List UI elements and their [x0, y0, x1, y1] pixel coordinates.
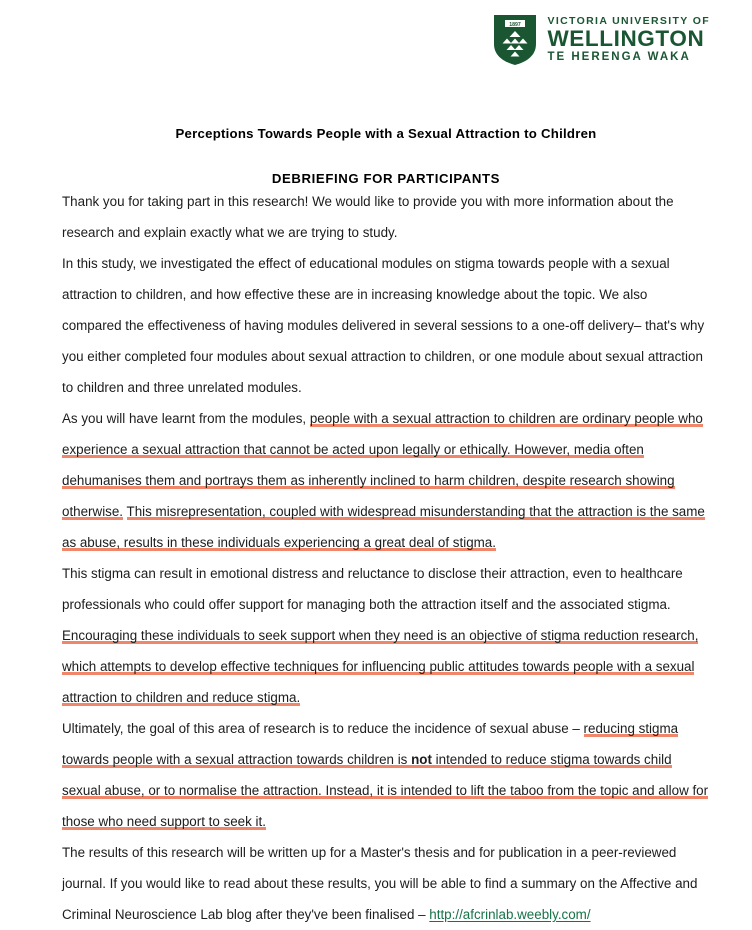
logo-line-university: VICTORIA UNIVERSITY OF — [547, 14, 710, 27]
lab-blog-link[interactable]: http://afcrinlab.weebly.com/ — [429, 907, 591, 922]
paragraph-study-description: In this study, we investigated the effect of educational modules on stigma towards people with a sexual attraction to children, and how effective these are in increasing knowledge about the topic. We also compared the effectiveness of having modules delivered in several sessions to a one-off delivery– that's why you either completed four modules about sexual attraction to children, or one module about sexual attraction to children and three unrelated modules. — [62, 256, 705, 395]
highlighted-text: people with a sexual attraction to children are ordinary people who experience a sexual attraction that cannot be acted upon legally or ethically. However, media often dehumanises them and portrays them as inherently inclined to harm children, despite research showing otherwise. — [62, 411, 703, 519]
highlighted-text: reducing stigma towards people with a sexual attraction towards children is — [62, 721, 679, 767]
highlighted-text: This misrepresentation, coupled with widespread misunderstanding that the attraction is the same as abuse, results in these individuals experiencing a great deal of stigma. — [62, 504, 705, 550]
paragraph-research-goal — [62, 713, 710, 837]
highlighted-text: Encouraging these individuals to seek support when they need is an objective of stigma reduction research, which attempts to develop effective techniques for influencing public attitudes towards people with a sexual attraction to children and reduce stigma. — [62, 628, 699, 705]
page-title: Perceptions Towards People with a Sexual Attraction to Children — [175, 126, 597, 141]
paragraph-modules-learning — [62, 403, 710, 558]
document-body — [62, 0, 710, 930]
svg-text:1897: 1897 — [509, 21, 522, 28]
logo-line-wellington: WELLINGTON — [547, 25, 705, 51]
text-run: The results of this research will be written up for a Master's thesis and for publication in a peer-reviewed journal. If you would like to read about these results, you will be able to find a summary on the Affective and Criminal Neuroscience Lab blog after they've been finalised – — [62, 845, 698, 922]
page-subtitle: DEBRIEFING FOR PARTICIPANTS — [271, 171, 501, 186]
text-run — [123, 504, 126, 519]
highlighted-text: intended to reduce stigma towards child sexual abuse, or to normalise the attraction. Instead, it is intended to lift the taboo from the topic and allow for those who need support to seek it. — [62, 752, 709, 829]
emphasis-not: not — [411, 752, 432, 767]
paragraph-results-publication — [62, 837, 710, 930]
text-run: This stigma can result in emotional distress and reluctance to disclose their attraction, even to healthcare professionals who could offer support for managing both the attraction itself and the associated stigma. — [62, 566, 683, 612]
paragraph-stigma-effects — [62, 558, 710, 713]
text-run: As you will have learnt from the modules, — [62, 411, 310, 426]
paragraph-intro: Thank you for taking part in this research! We would like to provide you with more information about the research and explain exactly what we are trying to study. — [62, 194, 674, 240]
text-run: Ultimately, the goal of this area of research is to reduce the incidence of sexual abuse – — [62, 721, 584, 736]
logo-line-maori: TE HERENGA WAKA — [547, 51, 691, 64]
